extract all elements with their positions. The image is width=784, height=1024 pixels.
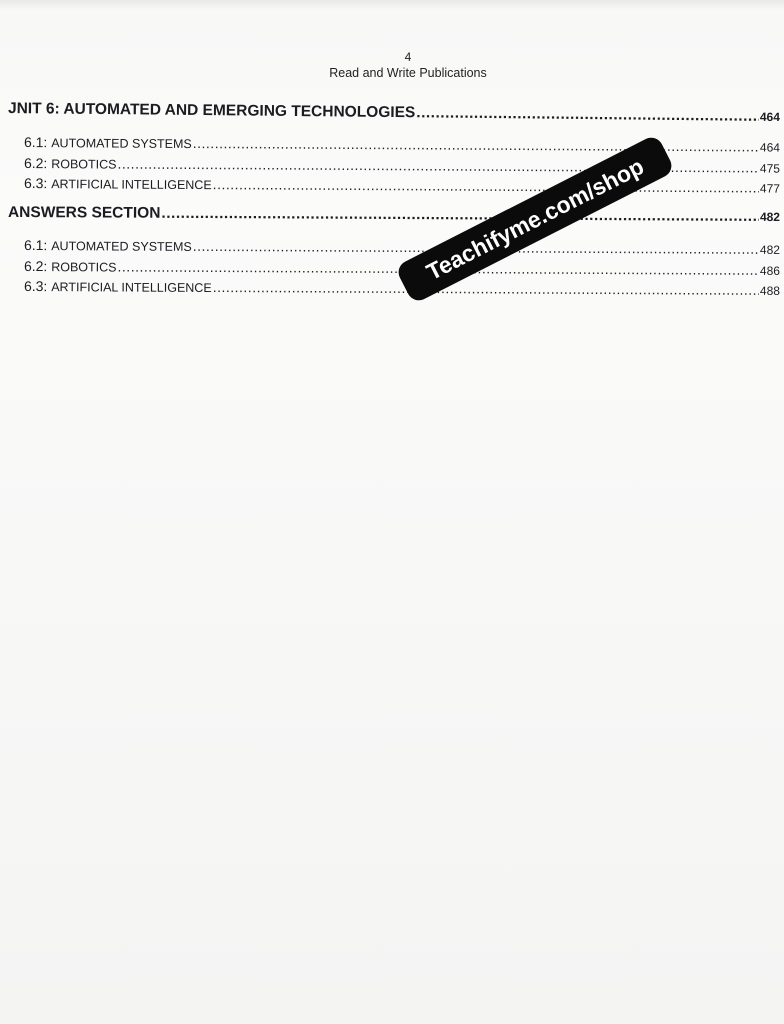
toc-entry-title: AUTOMATED SYSTEMS — [51, 136, 192, 152]
toc-entry-page: 464 — [759, 140, 781, 155]
dot-leader — [193, 135, 759, 154]
toc-entry-answers-section — [8, 204, 780, 226]
dot-leader — [213, 279, 759, 298]
page-number: 4 — [404, 50, 412, 64]
toc-entry-number: 6.1: — [23, 134, 48, 151]
toc-entry-page: 464 — [759, 109, 781, 125]
dot-leader — [416, 104, 759, 126]
toc-entry-number: 6.1: — [23, 237, 48, 254]
publisher-name: Read and Write Publications — [329, 66, 487, 80]
toc-entry-page: 488 — [759, 283, 781, 298]
toc-entry-page: 482 — [759, 242, 781, 257]
toc-entry-title: AUTOMATED SYSTEMS — [51, 239, 192, 254]
toc-entry-number: 6.2: — [23, 155, 48, 172]
dot-leader — [161, 205, 759, 226]
toc-entry-6-1 — [24, 134, 780, 155]
toc-entry-title: ANSWERS SECTION — [7, 204, 161, 222]
watermark-banner: Teachifyme.com/shop — [394, 134, 675, 305]
toc-entry-title: ARTIFICIAL INTELLIGENCE — [51, 177, 212, 193]
toc-entry-page: 482 — [759, 209, 781, 225]
toc-entry-number: 6.3: — [23, 278, 48, 295]
dot-leader — [213, 176, 759, 195]
toc-entry-6-3 — [24, 175, 780, 196]
toc-entry-title: ROBOTICS — [51, 157, 117, 172]
toc-entry-number: 6.2: — [23, 258, 48, 275]
toc-entry-page: 477 — [759, 181, 781, 196]
toc-entry-title: JNIT 6: AUTOMATED AND EMERGING TECHNOLOGIES — [7, 100, 416, 122]
toc-entry-page: 475 — [759, 161, 781, 176]
toc-entry-title: ARTIFICIAL INTELLIGENCE — [51, 280, 212, 295]
toc-entry-title: ROBOTICS — [51, 260, 117, 275]
toc-entry-answers-6-1 — [24, 237, 780, 257]
toc-entry-page: 486 — [759, 263, 781, 278]
toc-entry-unit-6 — [8, 100, 780, 126]
toc-entry-number: 6.3: — [23, 175, 48, 192]
